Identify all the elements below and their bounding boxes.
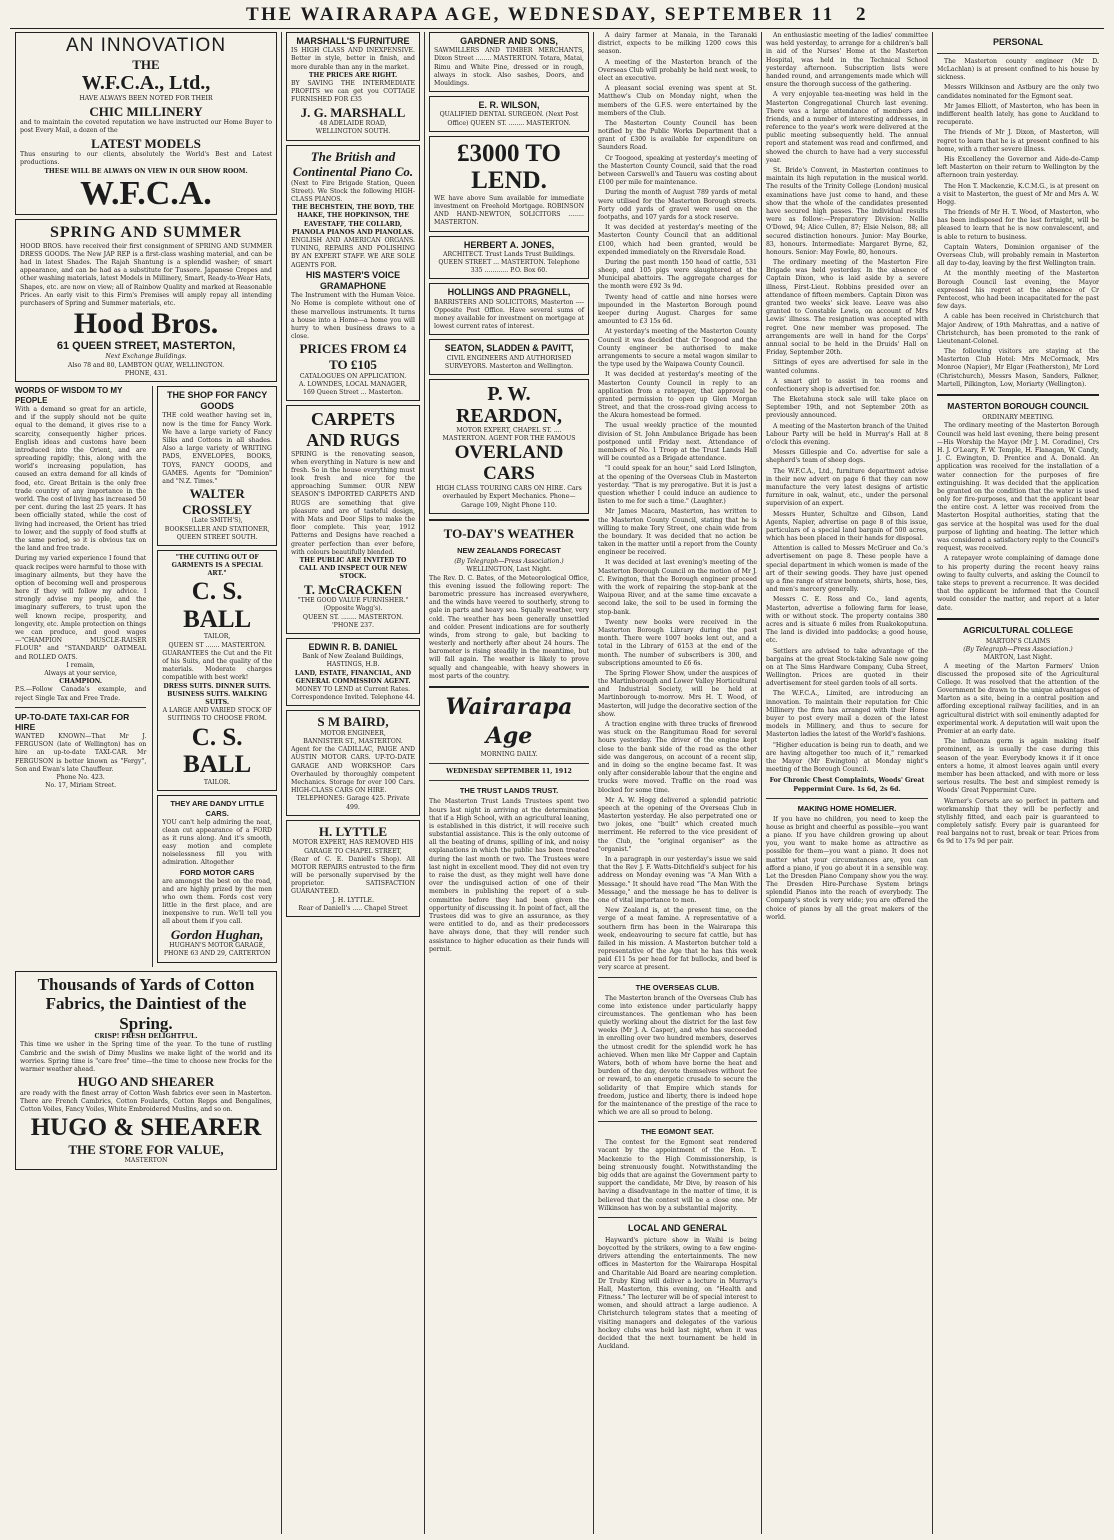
news-item: The Eketahuna stock sale will take place on September 19th, and not September 20th as previously announced. [766, 396, 928, 420]
daniel-advert [286, 638, 420, 706]
news-item: An enthusiastic meeting of the ladies' committee was held yesterday, to arrange for a children's ball in aid of the Nurses' Home at the Masterton Hospital, was held in the Technical School yesterday afternoon. Subscription lists were handed round, and arrangements made which will ensure the thorough success of the gathering. [766, 32, 928, 89]
hughan-garage: HUGHAN'S MOTOR GARAGE, [169, 942, 266, 950]
egmont-heading: THE EGMONT SEAT. [641, 1127, 714, 1137]
agri-college-source: (By Telegraph—Press Association.) [963, 646, 1073, 654]
personal-item: The Masterton county engineer (Mr D. McLachlan) is at present confined to his house by sickness. [937, 57, 1099, 82]
daniel-sub: Bank of New Zealand Buildings, HASTINGS, H.B. [302, 653, 404, 669]
marshall-name: J. G. MARSHALL [300, 104, 406, 120]
news-item: Mr James Macara, Masterton, has written to the Masterton County Council, stating that he is willing to make Tory Street, one chain wide from the boundary. It was decided that no action be taken in the matter until a report from the County engineer be received. [598, 508, 757, 557]
csball-trade-2: TAILOR. [203, 778, 231, 786]
hollings-name: HOLLINGS AND PRAGNELL, [447, 287, 571, 298]
hughan-phone: PHONE 63 AND 29, CARTERTON [163, 950, 271, 958]
lyttle-text-2: (Rear of C. E. Daniell's Shop). All MOTOR REPAIRS entrusted to the firm will be personally supervised by the proprietor. SATISFACTION GUARANTEED. [291, 855, 415, 896]
cotton-heading: Thousands of Yards of Cotton Fabrics, the Daintiest of the Spring. [37, 974, 255, 1033]
hood-bros-also: Also 78 and 80, LAMBTON QUAY, WELLINGTON. [67, 361, 225, 369]
news-item: The W.F.C.A., Limited, are introducing an innovation. To maintain their reputation for Chic Millinery the firm has arranged with their Home buyer to post every mail a dozen of the latest models in Millinery, and thus to secure for Masterton ladies the latest of the World's fashions. [766, 690, 928, 739]
gramophone-catalogues: CATALOGUES ON APPLICATION. [299, 372, 407, 380]
mccracken-address: QUEEN ST. ........ MASTERTON. [302, 613, 404, 621]
fancy-goods-text: THE cold weather having set in, now is the time for Fancy Work. We have a large variety of Fancy Silks and Cottons in all shades. Also a large variety of WRITING PADS, ENVELOPES, BOOKS, TOYS, FANCY GOODS, and GAMES. Agents for "Dominion" and "N.Z. Times." [162, 412, 272, 485]
news-item: St. Bride's Convent, in Masterton continues to maintain its high reputation in the musical world. The results of the Trinity College (London) musical examinations have just come to hand, and these show that the whole of the candidates presented have secured high passes. The individual results were as follow:—Preparatory Division: Nellie O'Dowd, 94; Alice Cullen, 87; Elsie Nelson, 88; all secured distinction honours. Junior: May Bourke, 83, honours. Intermediate: Margaret Byrne, 82, honours. Senior: May Fowle, 80, honours. [766, 167, 928, 256]
marshall-text: IS HIGH CLASS AND INEXPENSIVE. Better in style, better in finish, and more durable than any in the market. [291, 47, 415, 71]
taxi-address: No. 17, Miriam Street. [45, 782, 117, 790]
hood-bros-advert [15, 219, 277, 382]
forecast-place: WELLINGTON, Last Night. [466, 566, 552, 574]
taxi-heading: UP-TO-DATE TAXI-CAR FOR HIRE [15, 711, 130, 733]
hood-bros-phone: PHONE, 431. [124, 369, 168, 377]
gardner-text: SAWMILLERS AND TIMBER MERCHANTS, Dixon Street ........ MASTERTON. Totara, Matai, Rimu and White Pine, dressed or in rough, always in stock. Also sashes, Doors, and Mouldings. [434, 47, 584, 87]
overland-heading: OVERLAND CARS [454, 442, 564, 485]
gramophone-price: PRICES FROM £4 TO £105 [299, 341, 407, 372]
crossley-sub: (Late SMITH'S), [191, 517, 243, 525]
influenza-text: The influenza germ is again making itself prominent, as is usually the case during this season of the year. Everybody knows it if it once enters a home, it almost leaves again until every member has been attacked, and with more or less serious results. The best and simplest remedy is Woods' Great Peppermint Cure. [937, 738, 1099, 795]
mccracken-tagline: "THE GOOD VALUE FURNISHER." [297, 597, 409, 605]
news-item: Attention is called to Messrs McGruer and Co.'s advertisement on page 8. These people have a special department in which women is made of the art of their sewing goods. They have just opened up a fine range of straw bonnets, shirts, hose, ties, and men's mercery generally. [766, 545, 928, 594]
wilson-name: E. R. WILSON, [478, 100, 540, 111]
column-rule [424, 32, 425, 1534]
paper-sub: MORNING DAILY. [480, 751, 538, 759]
lend-text: WE have above Sum available for immediate investment on Freehold Mortgage. ROBINSON AND HAND-NEWTON, SOLICITORS ........ MASTERTON. [434, 194, 584, 227]
baird-address: BANNISTER ST., MASTERTON. [303, 738, 403, 746]
mccracken-sub: (Opposite Wagg's). [323, 605, 383, 613]
lyttle-sign: J. H. LYTTLE. [331, 896, 375, 904]
lyttle-name: H. LYTTLE [318, 823, 388, 839]
column-rule [281, 32, 282, 1534]
gramophone-text: The Instrument with the Human Voice. No Home is complete without one of these marvellous instruments. It turns a house into a Home—a home you will hurry to when business draws to a close. [291, 292, 415, 341]
fancy-goods-advert [157, 386, 277, 546]
crossley-text: BOOKSELLER AND STATIONER, QUEEN STREET SOUTH. [164, 525, 270, 541]
paper-date: WEDNESDAY SEPTEMBER 11, 1912 [446, 768, 572, 776]
gramophone-heading: HIS MASTER'S VOICE GRAMAPHONE [305, 269, 401, 292]
masthead-title: THE WAIRARAPA AGE, WEDNESDAY, SEPTEMBER 11 [246, 4, 835, 25]
daniel-text-3: Correspondence Invited. Telephone 44. [291, 694, 415, 702]
lyttle-advert [286, 820, 420, 917]
personal-item: The friends of Mr J. Dixon, of Masterton, will regret to learn that he is at present confined to his home, with a rather severe illness. [937, 129, 1099, 153]
personal-item: Messrs Wilkinson and Astbury are the only two candidates nominated for the Egmont seat. [937, 84, 1099, 100]
egmont-text: The contest for the Egmont seat rendered vacant by the appointment of the Hon. T. Mackenzie to the High Commissionership, is being strenuously fought. Notwithstanding the big odds that are against the Government party to support the candidate, Mr Dive, by reason of his having a disadvantage in the matter of time, it is believed that the contest will be a close one. Mr Wilkinson has won by a substantial majority. [598, 1139, 757, 1212]
borough-council-sub: ORDINARY MEETING. [982, 414, 1054, 422]
wfca-millinery: CHIC MILLINERY [89, 103, 203, 119]
wisdom-text-2: During my varied experience I found that quack recipes were harmful to those with imaginary ailments, but they have the option of becoming well and prosperous here if they will follow my advice. I strongly advise my people, and the imaginary sufferers, to trust upon the well known recipe, prosperity, and longevity, etc. Ample protection on things we can produce, and good wages—"CHAMPION MUSCLE-RAISER FLOUR" and "STANDARD" OATMEAL and ROLLED OATS. [15, 555, 147, 661]
news-item: At yesterday's meeting of the Masterton County Council it was decided that Cr Toogood and the County engineer be authorised to make arrangements to secure a metal wagon similar to the type used by the Waipawa County Council. [598, 328, 757, 369]
news-item: A pleasant social evening was spent at St. Matthew's Club on Monday night, when the members of the G.F.S. were entertained by the members of the Club. [598, 85, 757, 117]
local-general-heading: LOCAL AND GENERAL [628, 1222, 727, 1233]
reardon-name: P. W. REARDON, [455, 383, 563, 427]
news-item: Cr Toogood, speaking at yesterday's meeting of the Masterton County Council, said that the road between Carswell's and Taueru was costing about £100 per mile for maintenance. [598, 154, 757, 187]
ford-heading: THEY ARE DANDY LITTLE CARS. [170, 798, 264, 818]
piano-text-2: ENGLISH AND AMERICAN ORGANS. TUNING, REPAIRS AND POLISHING BY AN EXPERT STAFF. WE ARE SOLE AGENTS FOR. [291, 237, 415, 269]
news-item: A very enjoyable tea-meeting was held in the Masterton Congregational Church last evening. There was a large attendance of members and friends, and a number of interesting addresses, in reference to the year's work were delivered at the public meeting subsequently held. The annual report and statement was read and confirmed, and showed the church to have had a very successful year. [766, 91, 928, 164]
csball-tagline: "THE CUTTING OUT OF GARMENTS IS A SPECIAL ART." [171, 553, 263, 578]
ford-text-2: are amongst the best on the road, and are highly prized by the men who own them. Fords cost very little in the first place, and are inexpensive to run. We'll tell you all about them if you call. [162, 877, 272, 926]
wfca-text-2: Thus ensuring to our clients, absolutely the World's Best and Latest productions. [20, 151, 272, 167]
wilson-advert [429, 96, 589, 132]
lyttle-text: MOTOR EXPERT, HAS REMOVED HIS GARAGE TO CHAPEL STREET, [292, 839, 414, 855]
hood-bros-sub: Next Exchange Buildings. [105, 353, 187, 361]
lend-advert [429, 136, 589, 232]
carpets-text: SPRING is the renovating season, when everything in Nature is new and fresh. So in the house everything must look fresh and nice for the approaching Summer. OUR NEW SEASON'S IMPORTED CARPETS AND RUGS are something that give pleasure and are of tasteful design, with Mats and Door Slips to make the floor complete. This year, 1912 Patterns and Designs have reached a greater perfection than ever before, with colours beautifully blended. [291, 450, 415, 556]
jones-text: ARCHITECT. Trust Lands Trust Buildings. QUEEN STREET ... MASTERTON. Telephone 335 ............ P.O. Box 60. [438, 250, 580, 275]
homelier-text: If you have no children, you need to keep the house as bright and cheerful as possible—you want a piano. If you have children growing up about you, you want to make home as attractive as possible for them—you want a piano. It does not matter what your circumstances are, you can afford a piano, if you go about it in a sensible way. Let the Dresden Piano Company show you the way. The Dresden Hire-Purchase System brings splendid Pianos into the reach of everybody. The Company's stock is very wide; you are offered the choice of pianos by all the great makers of the world. [766, 815, 928, 921]
daniel-name: EDWIN R. B. DANIEL [308, 641, 398, 652]
hugo-shearer-town: MASTERTON [124, 1157, 168, 1165]
corsets-text: Warner's Corsets are so perfect in pattern and workmanship that they will be perfectly and stylishly fitted, and each pair is guaranteed to completely satisfy. Every pair is guaranteed for real bargains not to rust, break or tear. Prices from 6s 9d to 17s 9d per pair. [937, 797, 1099, 846]
baird-text: Agent for the CADILLAC, PAIGE AND AUSTIN MOTOR CARS. UP-TO-DATE GARAGE AND WORKSHOP. Cars Overhauled by thoroughly competent Mechanics. Storage for over 100 Cars. HIGH-CLASS CARS ON HIRE. [291, 746, 415, 795]
news-item: In a paragraph in our yesterday's issue we said that the Rev J. F. Watts-Ditchfield's subject for his address on Monday evening was "A Man With a Message." It should have read "The Man With the Message," and the message he has to deliver is one of vital importance to men. [598, 856, 757, 904]
wfca-heading: AN INNOVATION [65, 35, 227, 56]
weather-heading: TO-DAY'S WEATHER [443, 525, 575, 541]
news-item: Sittings of eyes are advertised for sale in the wanted columns. [766, 359, 928, 375]
taxi-phone: Phone No. 423. [56, 773, 105, 781]
wfca-line: HAVE ALWAYS BEEN NOTED FOR THEIR [79, 95, 213, 103]
news-item: A dairy farmer at Manaia, in the Taranaki district, expects to be milking 1200 cows this season. [598, 32, 757, 56]
agri-college-heading: AGRICULTURAL COLLEGE [962, 624, 1074, 635]
news-item: A smart girl to assist in tea rooms and confectionery shop is advertised for. [766, 377, 928, 393]
column-4 [595, 32, 760, 1534]
gardner-name: GARDNER AND SONS, [460, 36, 558, 46]
borough-council-text: The ordinary meeting of the Masterton Borough Council was held last evening, there being present—His Worship the Mayor (Mr J. M. Coradine), Crs H. J. O'Leary, F. W. Temple, H. Flanagan, W. Candy, J. C. Ewington, D. Prentice and A. Donald. An application was received for the installation of a water connection for the purposes of fire extinguishing. It was decided that the application be granted on the condition that the water is used only for fire-purposes, and that the applicant bear the entire cost. A letter was received from the Masterton Hospital authorities, stating that the gas service at the hospital was used for the dual purpose of lighting and heating. The letter which was considered a satisfactory reply to the Council's request, was received. [937, 422, 1099, 553]
personal-item: The friends of Mr H. T. Wood, of Masterton, who has been indisposed for the last fortnight, will be pleased to learn that he is now convalescent, and is able to return to business. [937, 209, 1099, 241]
agri-college-text: A meeting of the Marton Farmers' Union discussed the proposed site of the Agricultural College. It was resolved that the attention of the Government be drawn to the unique advantages of Marton as a site, being in a central position and affording exceptional railway facilities, and in an agricultural district with soil eminently adapted for experimental work. A deputation will wait upon the Premier at an early date. [937, 662, 1099, 735]
baird-phone: TELEPHONES: Garage 425. Private 499. [296, 795, 410, 811]
col1-sub-right [152, 386, 277, 967]
wisdom-sign: I remain, [66, 661, 95, 669]
personal-heading: PERSONAL [992, 37, 1043, 47]
news-item: A traction engine with three trucks of firewood was stuck on the Rangitumau Road for several hours yesterday. The driver of the engine kept close to the bank side of the road as the other side was dangerous, on account of a recent slip, and in doing so the engine became fast. It was only after considerable labour that the engine and trucks were moved. Traffic on the road was blocked for some time. [598, 721, 757, 794]
column-1 [12, 32, 280, 1534]
personal-item: Mr James Elliott, of Masterton, who has been in indifferent health lately, has gone to Auckland to recuperate. [937, 102, 1099, 127]
personal-item: His Excellency the Governor and Aide-de-Camp left Masterton on their return to Wellington by the afternoon train yesterday. [937, 155, 1099, 180]
news-item: A meeting of the Masterton branch of the United Labour Party will be held in Murray's Hall at 8 o'clock this evening. [766, 422, 928, 446]
wfca-models: LATEST MODELS [91, 135, 201, 151]
personal-item: A cable has been received in Christchurch that Major Andrew, of 19th Mahrattas, and a native of Christchurch, has been promoted to the rank of Lieutenant-Colonel. [937, 313, 1099, 345]
borough-council-text-2: A ratepayer wrote complaining of damage done to his property during the recent heavy rains owing to faulty culverts, and asking the Council to take steps to prevent a recurrence. It was decided that the applicant be informed that the Council would consider the matter, and report at a later date. [937, 555, 1099, 612]
wfca-advert [15, 32, 277, 215]
borough-council-heading: MASTERTON BOROUGH COUNCIL [947, 401, 1089, 411]
column-3 [426, 32, 592, 1534]
mccracken-name: T. McCRACKEN [304, 581, 402, 597]
baird-advert [286, 710, 420, 815]
piano-list: THE BECHSTEIN, THE BOYD, THE HAAKE, THE HOPKINSON, THE EAVESTAFF, THE COLLARD, PIANOLA PIANOS AND PIANOLAS. [292, 204, 414, 236]
cotton-tagline: CRISP! FRESH DELIGHTFUL. [94, 1033, 198, 1041]
news-item: It was decided at yesterday's meeting of the Masterton County Council in reply to an application from a ratepayer, that approval be granted permission to open up Glen Morgan Street, and that the cross-road giving access to the Akura homestead be formed. [598, 371, 757, 420]
news-item: The Masterton County Council has been notified by the Public Works Department that a grant of £300 is available for expenditure on Saunders Road. [598, 119, 757, 152]
chest-cure-notice: For Chronic Chest Complaints, Woods' Great Peppermint Cure. 1s 6d, 2s 6d. [769, 777, 925, 793]
hugo-shearer-name: HUGO & SHEARER [30, 1114, 262, 1142]
csball-advert [157, 550, 277, 791]
forecast-source: (By Telegraph—Press Association.) [454, 558, 564, 566]
column-5 [763, 32, 931, 1534]
csball-name-2: C. S. BALL [183, 723, 252, 779]
gramophone-manager: A. LOWNDES, LOCAL MANAGER, [298, 380, 408, 388]
piano-text: (Next to Fire Brigade Station, Queen Street). We Stock the following HIGH-CLASS PIANOS. [291, 179, 415, 204]
page-number: 2 [856, 4, 868, 25]
news-item: Twenty new books were received in the Masterton Borough Library during the past month. There were 1007 books lent out, and a total in the Library of 6153 at the end of the month. The number of subscribers is 300, and subscriptions amounted to £6 6s. [598, 618, 757, 667]
csball-list: DRESS SUITS. DINNER SUITS. BUSINESS SUITS. WALKING SUITS. [163, 682, 271, 706]
personal-item: Captain Waters, Dominion organiser of the Overseas Club, will probably remain in Masterton all day to-day, leaving by the first Wellington train. [937, 243, 1099, 268]
editorial-text: The Masterton Trust Lands Trustees spent two hours last night in arriving at the determination that if a High School, with an agricultural leaning, is established in this district, it will receive such substantial assistance. This is the only outcome of all the beating of drums, spilling of ink, and noisy explanations in which the public has been treated during the last month or two. The Trustees were last night in excellent mood. They did not even try to raise the dust, as they might well have done over the undisguised action of one of their members in publishing the report of a sub-committee before they had been given the opportunity of discussing it. In point of fact, all the Trustees did was to give an assurance, as they were entitled to do, and as their predecessors have always done, that they will render such assistance to higher education as their funds will permit. [429, 798, 589, 953]
csball-text: GUARANTEES the Cut and the Fit of his Suits, and the quality of the materials. Moderate charges compatible with best work! [162, 649, 272, 682]
news-item: Twenty head of cattle and nine horses were impounded in the Masterton Borough pound keeper during August. Charges for same amounted to £3 15s 6d. [598, 293, 757, 326]
seaton-name: SEATON, SLADDEN & PAVITT, [444, 343, 574, 354]
hugo-shearer-heading: HUGO AND SHEARER [77, 1074, 215, 1090]
hughan-name: Gordon Hughan, [170, 926, 264, 942]
seaton-text: CIVIL ENGINEERS AND AUTHORISED SURVEYORS. Masterton and Wellington. [444, 354, 574, 370]
csball-trade: TAILOR, [203, 633, 231, 641]
piano-advert [286, 145, 420, 402]
wfca-the: THE [132, 56, 160, 72]
wisdom-sign-2: Always at your service, [44, 669, 117, 677]
news-item: During the month of August 789 yards of metal were utilised for the Masterton Borough streets. Forty odd yards of gravel were used on the footpaths, and 107 yards for a stock reserve. [598, 189, 757, 221]
words-of-wisdom [15, 386, 146, 967]
ford-text: YOU can't help admiring the neat, clean cut appearance of a FORD as it runs along. And it's smooth, easy motion and complete noiselessness fill you with admiration. Altogether [162, 818, 272, 867]
wfca-text: and to maintain the coveted reputation we have instructed our Home Buyer to post Every Mail, a dozen of the [20, 119, 272, 135]
carpets-invite: THE PUBLIC ARE INVITED TO CALL AND INSPECT OUR NEW STOCK. [298, 556, 408, 581]
daniel-text: LAND, ESTATE, FINANCIAL, AND GENERAL COMMISSION AGENT. [294, 669, 412, 685]
wisdom-heading: WORDS OF WISDOM TO MY PEOPLE [15, 385, 123, 405]
news-item: A meeting of the Masterton branch of the Overseas Club will probably be held next week, to elect an executive. [598, 58, 757, 82]
column-6 [934, 32, 1102, 1534]
baird-trade: MOTOR ENGINEER, [320, 729, 386, 737]
news-item: "Higher education is being run to death, and we are having altogether too much of it," remarked the Mayor (Mr Ewington) at Monday night's meeting of the Borough Council. [766, 741, 928, 774]
wisdom-signature: CHAMPION. [59, 678, 103, 686]
wfca-name: W.F.C.A., Ltd., [81, 72, 211, 95]
news-item: Messrs Hunter, Schultze and Gibson, Land Agents, Napier, advertise on page 8 of this issue, particulars of a special land bargain of 500 acres, which has been placed in their hands for disposal. [766, 510, 928, 543]
ford-advert [157, 795, 277, 963]
column-2 [283, 32, 423, 1534]
wisdom-text: With a demand so great for an article, and if the supply should not be quite equal to the demand, it gives rise to a scarcity, consequently higher prices. English ideas and customs have been introduced into the Orient, and are spreading rapidly; this, along with the world's increasing population, has caused an extra demand for all kinds of food, etc. Great Britain is the only free trade country of any importance in the world. The cost of living has increased 50 per cent. during the last 25 years. It has been officially stated, while the cost of living had increased, the Orient has tried to lower, and the supply of food stuffs at the same period, so it is obvious tax on the land and free trade. [15, 405, 147, 553]
agri-college-place: MARTON, Last Night. [983, 654, 1053, 662]
csball-stock: A LARGE AND VARIED STOCK OF SUITINGS TO CHOOSE FROM. [162, 707, 272, 723]
lyttle-address: Rear of Daniell's ..... Chapel Street [298, 904, 408, 912]
news-item: During the past month 150 head of cattle, 531 sheep, and 105 pigs were slaughtered at the Municipal abattoirs. The aggregate charges for the month were £92 3s 9d. [598, 258, 757, 291]
personal-item: At the monthly meeting of the Masterton Borough Council last evening, the Mayor expressed his regret at the absence of Cr Pentecost, who had been incapacitated for the past few days. [937, 270, 1099, 311]
news-item: The W.F.C.A., Ltd., furniture department advise in their new advert on page 6 that they can now manufacture the very latest designs of artistic furniture in oak, walnut, etc., under the personal supervision of an expert. [766, 467, 928, 508]
column-rule [761, 32, 762, 1534]
marshall-text-2: BY SAVING THE INTERMEDIATE PROFITS we can get you COTTAGE FURNISHED FOR £35 [291, 80, 415, 104]
personal-item: The Hon T. Mackenzie, K.C.M.G., is at present on a visit to Masterton, the guest of Mr and Mrs A. W. Hogg. [937, 182, 1099, 206]
baird-name: S M BAIRD, [317, 714, 389, 730]
marshall-city: WELLINGTON SOUTH. [315, 128, 391, 136]
gardner-advert [429, 32, 589, 92]
news-item: The Spring Flower Show, under the auspices of the Martinborough and Lower Valley Horticultural and Industrial Society, will be held at Martinborough to-morrow. Mrs H. T. Wood, of Masterton, will judge the decorative section of the show. [598, 669, 757, 718]
reardon-advert [429, 379, 589, 514]
wfca-logo-text: W.F.C.A. [80, 174, 212, 212]
column-rule [593, 32, 594, 1534]
marshall-prices: THE PRICES ARE RIGHT. [308, 71, 398, 79]
mccracken-phone: 'PHONE 237. [331, 621, 374, 629]
piano-company: The British and Continental Piano Co. [292, 148, 414, 180]
csball-address: QUEEN ST ....... MASTERTON. [168, 641, 266, 649]
wisdom-ps: P.S.—Follow Canada's example, and reject Single Tax and Free Trade. [15, 686, 147, 702]
forecast-heading: NEW ZEALANDS FORECAST [457, 546, 561, 556]
forecast-text: The Rev. D. C. Bates, of the Meteorological Office, this evening issued the following report: The barometric pressure has increased everywhere, and the winds have veered to southerly, strong to gale in parts and heavy sea. Squally weather, very cold. The weather has been generally unsettled and colder. Present indications are for southerly winds, from strong to gale, but backing to westerly and northerly after about 24 hours. The barometer is rising steadily in the meantime, but will fall again. The weather is likely to prove squally and changeable, with heavy showers in most parts of the country. [429, 574, 589, 680]
news-item: Messrs Gillespie and Co. advertise for sale a shepherd's team of sheep dogs. [766, 449, 928, 465]
spring-summer-heading: SPRING AND SUMMER [49, 224, 243, 242]
lend-heading: £3000 TO LEND. [457, 139, 561, 195]
wfca-showroom: THESE WILL BE ALWAYS ON VIEW IN OUR SHOW ROOM. [44, 167, 248, 175]
homelier-heading: MAKING HOME HOMELIER. [797, 803, 897, 813]
daniel-text-2: MONEY TO LEND at Current Rates. [295, 685, 411, 693]
news-item: The ordinary meeting of the Masterton Fire Brigade was held yesterday. In the absence of Captain Dixon, who is laid aside by a severe illness, First-Lieut. Robbins presided over an attendance of fifteen members. Captain Dixon was granted two weeks' sick leave. Leave was also granted to Constable Lewis, on account of Mrs Lewis' illness. The resignation was accepted with regret. One new member was proposed. The arrangements are well in hand for the Corps' annual social to be held in the Druids' Hall on Friday, September 20th. [766, 259, 928, 357]
hugo-shearer-advert [15, 971, 277, 1170]
news-item: New Zealand is, at the present time, on the verge of a meat famine. A representative of a southern firm has been in the Wairarapa this week, endeavouring to secure fat cattle, but has failed in his mission. A Masterton butcher told a representative of the Age that he has this week paid £11 5s per head for fat bullocks, and beef is very scarce at present. [598, 907, 757, 972]
carpets-advert [286, 405, 420, 634]
wilson-text: QUALIFIED DENTAL SURGEON. (Next Post Office) QUEEN ST. ........ MASTERTON. [439, 111, 579, 127]
seaton-advert [429, 339, 589, 375]
reardon-text-2: HIGH CLASS TOURING CARS ON HIRE. Cars overhauled by Expert Mechanics. Phone—Garage 109, Night Phone 110. [436, 485, 582, 509]
spring-summer-text: HOOD BROS. have received their first consignment of SPRING AND SUMMER DRESS GOODS. The New JAP REP is a first-class washing material, and can be had in latest Shades. The Rajah Shantung is a splendid washer; of smart appearance, and can be had as a substitute for Tussore. Japanese Crepes and other washing materials, latest Models in Millinery, Smart, Ready-to-Wear Hats, Shapes, etc. are now on view; all of Rainbow Quality and marked at Reasonable Prices. An early visit to this Firm's Premises will amply repay all intending purchasers of Spring and Summer materials, etc. [20, 242, 272, 307]
jones-advert [429, 236, 589, 280]
col1-split [15, 386, 277, 967]
hollings-advert [429, 283, 589, 335]
paper-nameplate: Wairarapa Age [445, 694, 573, 750]
gramophone-address: 169 Queen Street ... Masterton. [303, 388, 403, 396]
cotton-text: This time we usher in the Spring time of the year. To the tune of rustling Cambric and the swish of Dimy Muslins we make light of the world and its worries. Spring time is "care free" time—the time to choose new frocks for the warmer weather ahead. [20, 1041, 272, 1074]
fancy-goods-heading: THE SHOP FOR FANCY GOODS [166, 389, 268, 412]
masthead [10, 2, 1104, 29]
crossley-name: WALTER CROSSLEY [182, 486, 253, 517]
marshall-advert [286, 32, 420, 141]
editorial-heading: THE TRUST LANDS TRUST. [459, 786, 559, 796]
marshall-address: 48 ADELAIDE ROAD, [319, 120, 387, 128]
overseas-text: The Masterton branch of the Overseas Club has come into existence under particularly happy circumstances. The gentleman who has been quietly working about the district for the last few weeks (Mr J. A. Casper), and who has succeeded in enrolling over two hundred members, deserves the utmost credit for the splendid work he has achieved. When men like Mr Capper and Captain Waters, both of whom have borne the heat and burden of the day, devote themselves without fee or reward, to an energetic crusade to secure the solidarity of that Empire which stands for freedom, justice and liberty, there is indeed hope for the maintenance of the prestige of the race to which we are all so proud to belong. [598, 994, 757, 1117]
news-item: Messrs C. E. Ross and Co., land agents, Masterton, advertise a following farm for lease, with or without stock. The property contains 380 acres and is situate 6 miles from Ruakokoputuna. The land is divided into paddocks; a good house, etc. [766, 596, 928, 645]
personal-item: The following visitors are staying at the Masterton Club Hotel: Mrs McCormack, Mrs Monroe (Napier), Mr Elgar (Featherston), Mr Lord (Christchurch), Messrs Mason, Sanders, Falkner, Martell, Pilkington, Low, Moriarty (Wellington). [937, 348, 1099, 388]
marshall-heading: MARSHALL'S FURNITURE [296, 36, 410, 46]
ford-heading-2: FORD MOTOR CARS [179, 867, 255, 877]
news-item: It was decided at last evening's meeting of the Masterton Borough Council on the motion of Mr J. C. Ewington, that the Borough engineer proceed with the work of repairing the stop-bank at the Waipoua River, and at the same time excavate a second lake, the soil to be used in forming the stop-bank. [598, 559, 757, 616]
reardon-text: MOTOR EXPERT, CHAPEL ST. .... MASTERTON. AGENT FOR THE FAMOUS [442, 427, 576, 443]
jones-name: HERBERT A. JONES, [463, 239, 555, 250]
news-item: The usual weekly practice of the mounted division of St. John Ambulance Brigade has been postponed until Friday next. Attendance of members of No. 1 Troop at the Trust Lands Hall will be counted as a Brigade attendance. [598, 422, 757, 463]
column-rule [932, 32, 933, 1534]
local-general-text: Hayward's picture show in Waihi is being boycotted by the strikers, owing to a few engine-drivers attending the entertainments. The new offices in Masterton for the Wairarapa Hospital and Charitable Aid Board are nearing completion. Dr Truby King will deliver a lecture in Murray's Hall, Masterton, this evening, on "Health and Fitness." The lecturer will be of special interest to women, and should attract a large audience. A Christchurch telegram states that a meeting of visiting managers and delegates of the various hockey clubs was held last night, when it was decided that the next tournament be held in Auckland. [598, 1236, 757, 1351]
news-item: It was decided at yesterday's meeting of the Masterton County Council that an additional £100, which had been granted, would be expended immediately on the Riversdale Road. [598, 224, 757, 256]
agri-college-sub: MARTON'S CLAIMS [985, 637, 1051, 645]
cotton-text-2: are ready with the finest array of Cotton Wash fabrics ever seen in Masterton. There are French Cambrics, Cotton Foulards, Cotton Repps and Bengalines, Cotton Voiles, Fancy Voiles, White Embroidered Muslins, and so on. [20, 1089, 272, 1114]
taxi-text: WANTED KNOWN—That Mr J. FERGUSON (late of Wellington) has on hire an up-to-date TAXI-CAR. Mr FERGUSON is better known as "Fergy", Son and Ewan's late Chauffeur. [15, 732, 147, 773]
news-item: Mr A. W. Hogg delivered a splendid patriotic speech at the opening of the Overseas Club in Masterton yesterday. He also perpetrated one or two jokes, one "built" which created much merriment. He referred to the vice president of the Club, the "original organiser" as the "organist." [598, 796, 757, 853]
carpets-heading: CARPETS AND RUGS [306, 409, 400, 450]
hollings-text: BARRISTERS AND SOLICITORS, Masterton ---- Opposite Post Office. Have several sums of money available for investment on mortgage at lowest current rates of interest. [434, 298, 584, 331]
hood-bros-name: Hood Bros. [73, 307, 219, 341]
csball-name: C. S. BALL [183, 578, 252, 633]
hugo-shearer-slogan: THE STORE FOR VALUE, [68, 1141, 224, 1157]
overseas-heading: THE OVERSEAS CLUB. [635, 982, 720, 992]
news-item: "I could speak for an hour," said Lord Islington, at the opening of the Overseas Club in Masterton yesterday. "That is my prerogative. But it is just a question whether I could induce an audience to listen to me for such a time." (Laughter.) [598, 465, 757, 506]
news-item: Settlers are advised to take advantage of the bargains at the great Stock-taking Sale now going on at The Sims Hardware Company, Cuba Street, Wellington. Prices are quoted in their advertisement for steel garden tools of all sorts. [766, 647, 928, 688]
hood-bros-address: 61 QUEEN STREET, MASTERTON, [56, 339, 236, 352]
